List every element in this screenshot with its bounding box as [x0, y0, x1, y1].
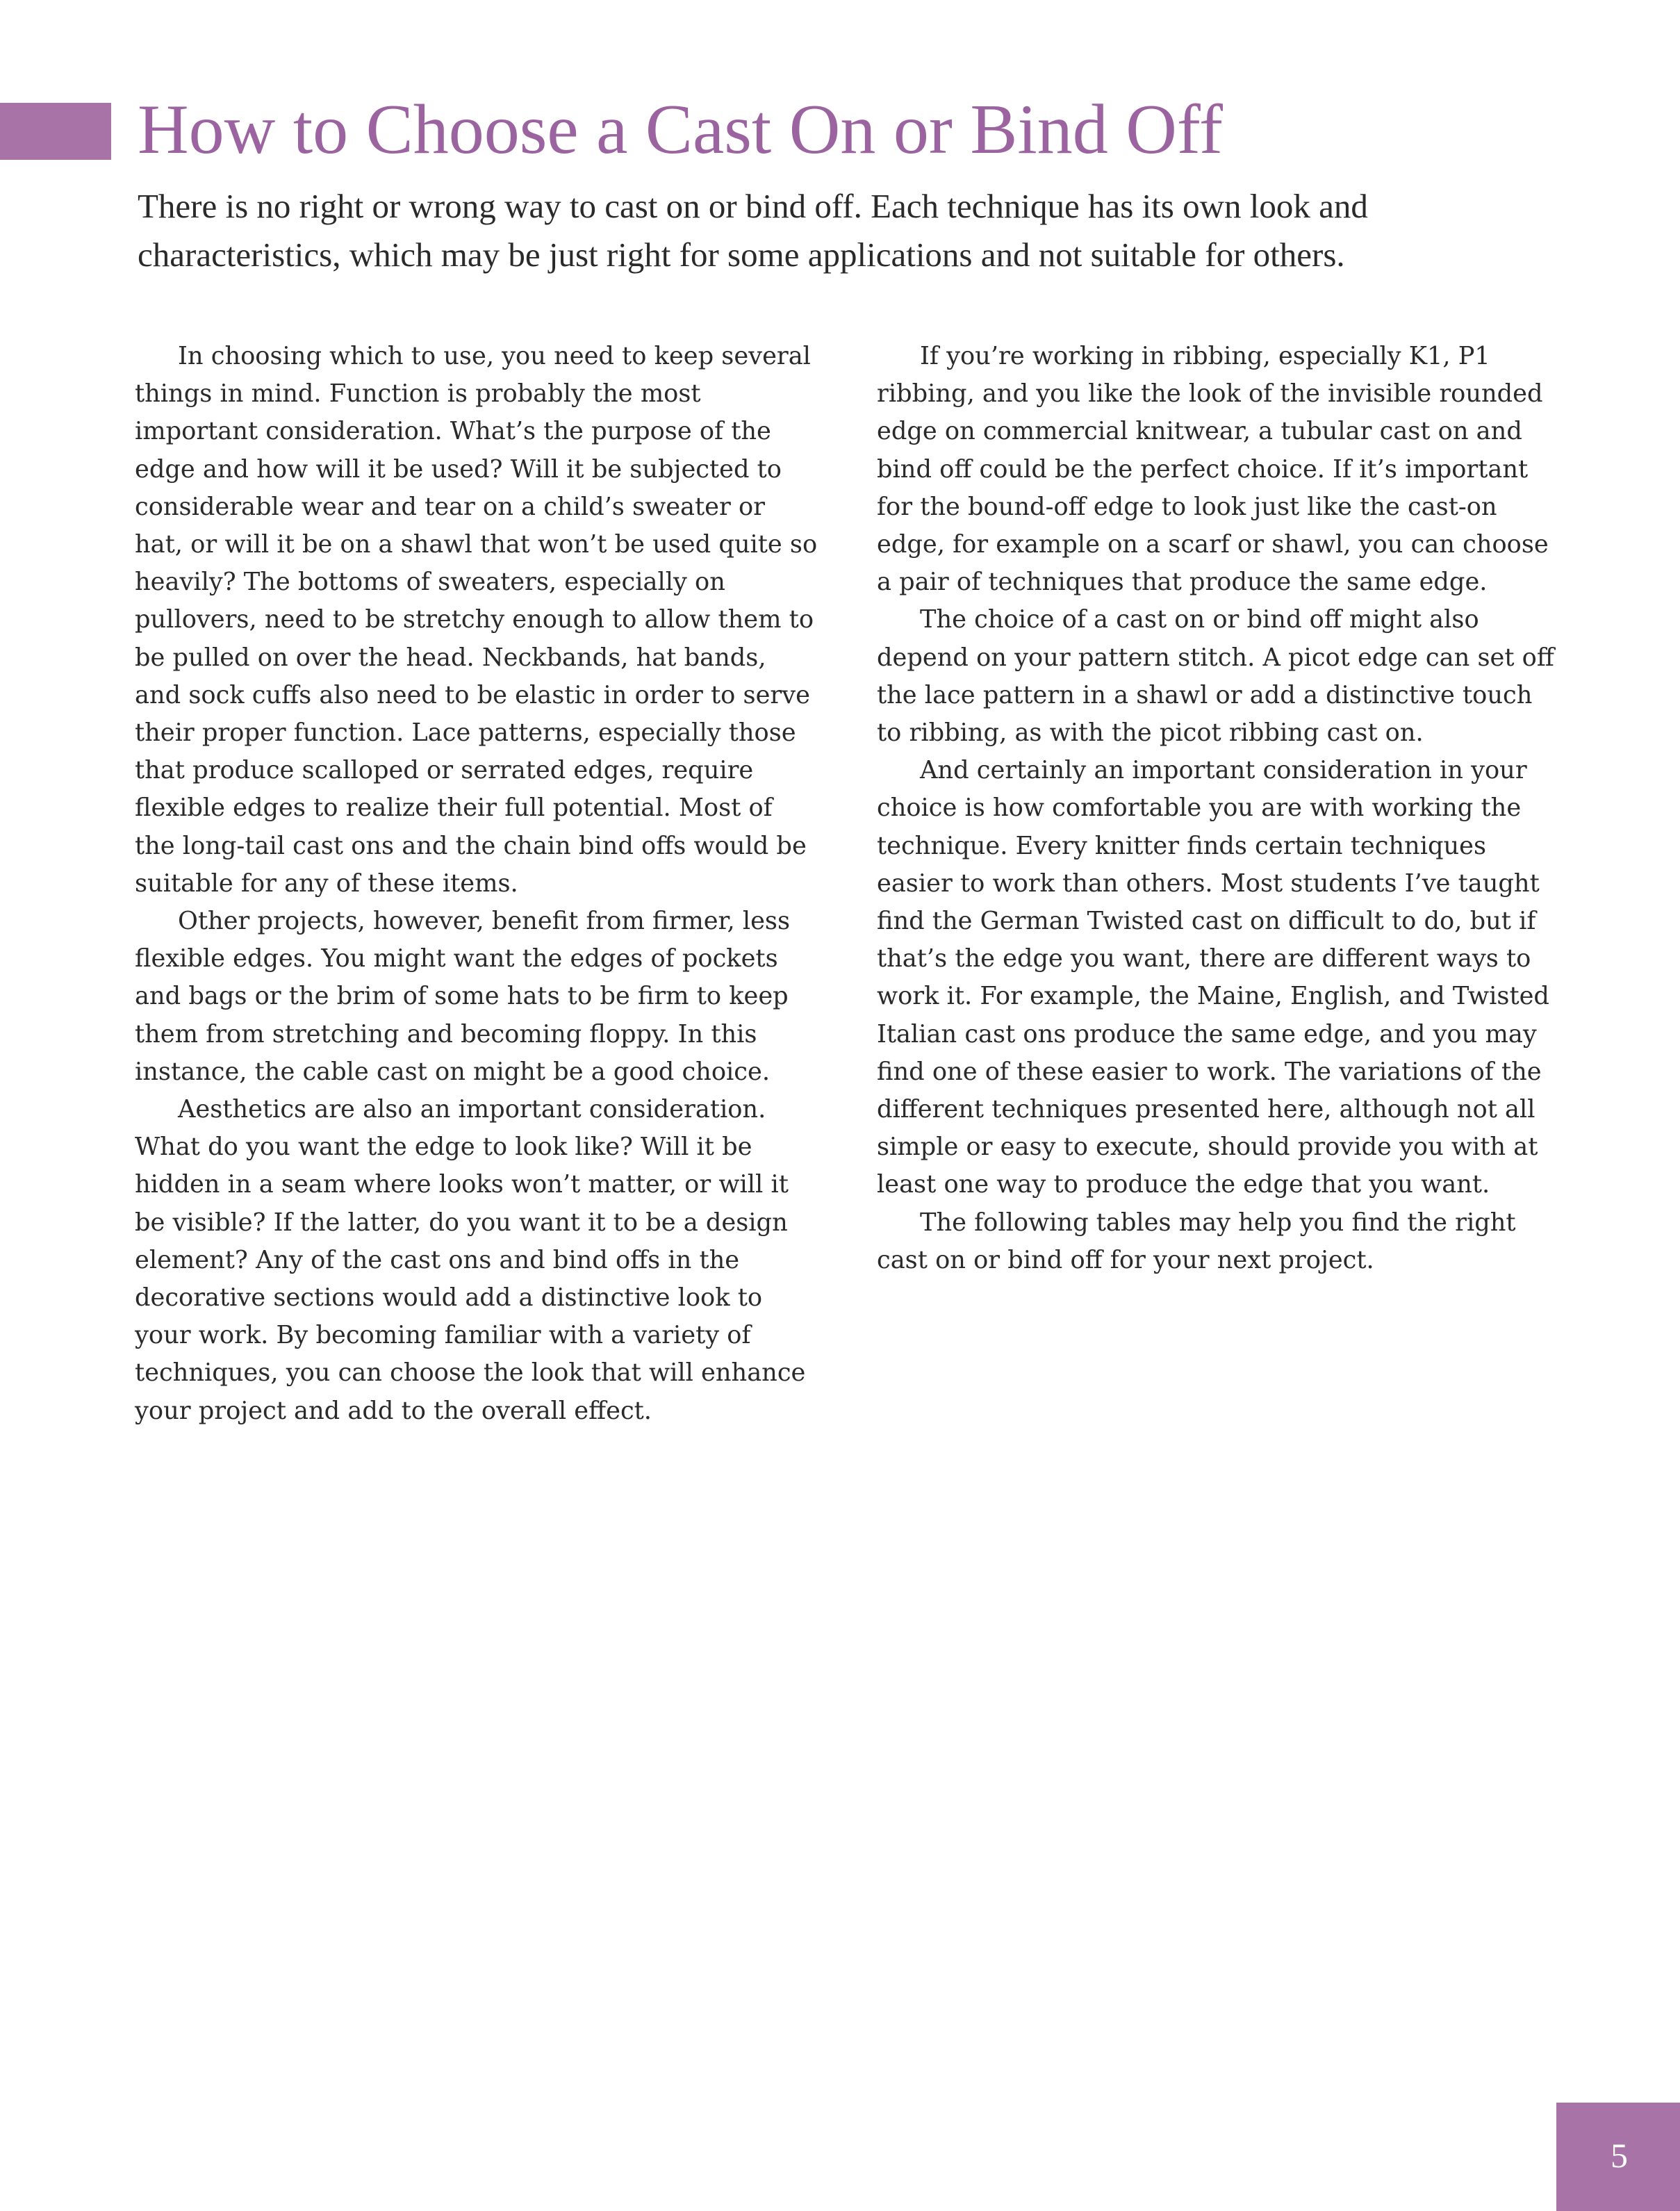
body-paragraph: Aesthetics are also an important consideration. What do you want the edge to look like? Will it be hidden in a seam where looks won’t matter, or will it be visible? If the latter, do you want it to be a design element? Any of the cast ons and bind offs in the decorative sections would add a distinctive look to your work. By becoming familiar with a variety of techniques, you can choose the look that will enhance your project and add to the overall effect.: [135, 1095, 806, 1425]
body-paragraph: Other projects, however, benefit from firmer, less flexible edges. You might want the edges of pockets and bags or the brim of some hats to be firm to keep them from stretching and becoming floppy. In this instance, the cable cast on might be a good choice.: [135, 907, 791, 1086]
right-column: [877, 338, 1561, 1279]
section-tab-bar: [0, 103, 111, 160]
left-column: [135, 338, 819, 1430]
page-title: How to Choose a Cast On or Bind Off: [138, 90, 1224, 169]
body-paragraph: The following tables may help you find the right cast on or bind off for your next project.: [877, 1208, 1516, 1274]
body-paragraph: If you’re working in ribbing, especially K1, P1 ribbing, and you like the look of the invisible rounded edge on commercial knitwear, a tubular cast on and bind off could be the perfect choice. If it’s important for the bound-off edge to look just like the cast-on edge, for example on a scarf or shawl, you can choose a pair of techniques that produce the same edge.: [877, 342, 1549, 597]
body-paragraph: In choosing which to use, you need to keep several things in mind. Function is probably the most important consideration. What’s the purpose of the edge and how will it be used? Will it be subjected to considerable wear and tear on a child’s sweater or hat, or will it be on a shawl that won’t be used quite so heavily? The bottoms of sweaters, especially on pullovers, need to be stretchy enough to allow them to be pulled on over the head. Neckbands, hat bands, and sock cuffs also need to be elastic in order to serve their proper function. Lace patterns, especially those that produce scalloped or serrated edges, require flexible edges to realize their full potential. Most of the long-tail cast ons and the chain bind offs would be suitable for any of these items.: [135, 342, 818, 898]
body-paragraph: The choice of a cast on or bind off might also depend on your pattern stitch. A picot edge can set off the lace pattern in a shawl or add a distinctive touch to ribbing, as with the picot ribbing cast on.: [877, 605, 1554, 748]
body-paragraph: And certainly an important consideration in your choice is how comfortable you are with working the technique. Every knitter finds certain techniques easier to work than others. Most students I’ve taught find the German Twisted cast on difficult to do, but if that’s the edge you want, there are different ways to work it. For example, the Maine, English, and Twisted Italian cast ons produce the same edge, and you may find one of these easier to work. The variations of the different techniques presented here, although not all simple or easy to execute, should provide you with at least one way to produce the edge that you want.: [877, 756, 1549, 1199]
intro-paragraph: There is no right or wrong way to cast on or bind off. Each technique has its own look and characteristics, which may be just right for some applications and not suitable for others.: [138, 187, 1368, 274]
page-number: 5: [1611, 2136, 1628, 2175]
